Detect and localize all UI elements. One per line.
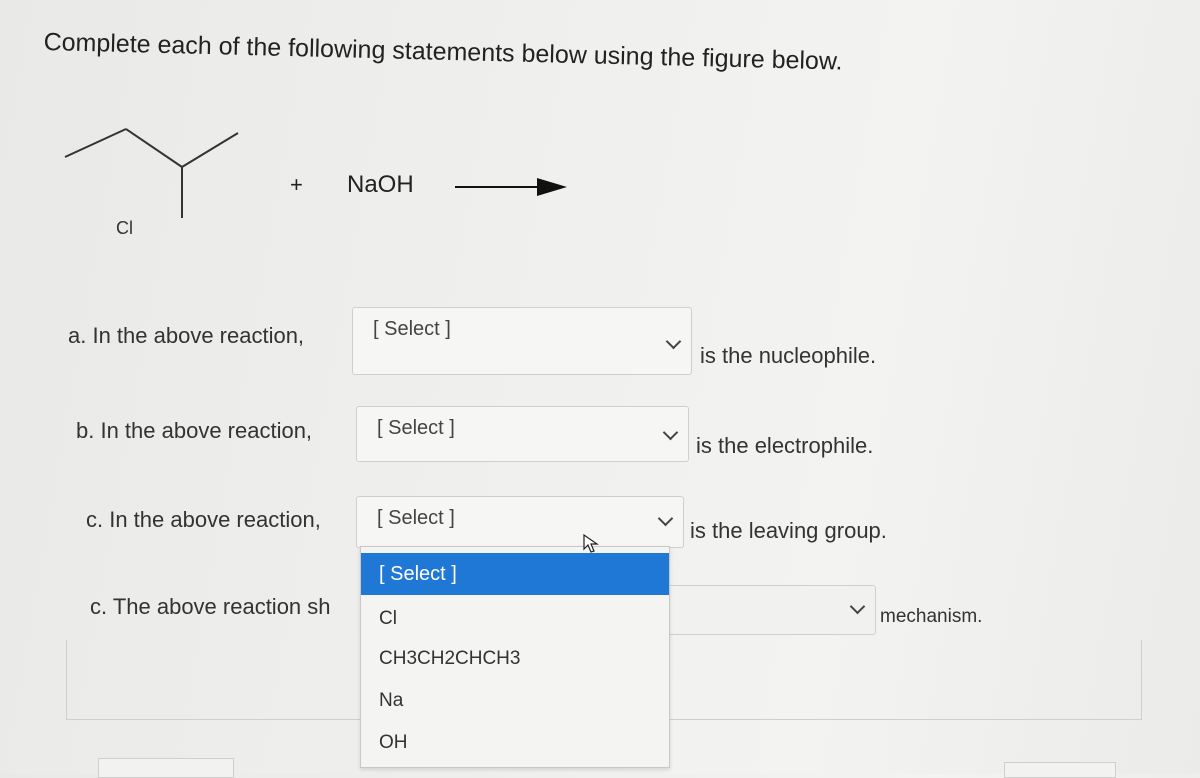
question-c-suffix: is the leaving group. (690, 518, 887, 543)
plus-sign: + (290, 172, 303, 197)
bond-line (182, 133, 238, 167)
bond-line (65, 129, 126, 157)
electrophile-select[interactable] (356, 406, 689, 462)
question-d-prefix: c. The above reaction sh (90, 594, 331, 619)
chevron-down-icon (663, 425, 679, 441)
question-a-suffix: is the nucleophile. (700, 343, 877, 368)
leaving-group-select[interactable] (356, 496, 684, 548)
reaction-arrow-head (537, 178, 567, 196)
dropdown-option-na[interactable]: Na (379, 690, 404, 711)
question-b-prefix: b. In the above reaction, (76, 418, 313, 443)
dropdown-option-select[interactable]: [ Select ] (361, 553, 669, 595)
dropdown-option-butyl[interactable]: CH3CH2CHCH3 (379, 648, 521, 669)
select-value: [ Select ] (377, 507, 455, 529)
question-b-suffix: is the electrophile. (696, 433, 874, 458)
bottom-button-left[interactable] (98, 758, 234, 778)
chlorine-label: Cl (116, 218, 133, 238)
bond-line (126, 129, 182, 167)
mouse-pointer-icon (582, 533, 606, 555)
select-value: [ Select ] (373, 318, 451, 340)
page-title: Complete each of the following statements below using the figure below. (43, 28, 843, 76)
question-d-suffix: mechanism. (880, 606, 983, 627)
molecule-skeleton (65, 129, 238, 218)
select-dropdown-list[interactable] (360, 546, 670, 768)
dropdown-option-cl[interactable]: Cl (379, 608, 397, 629)
chevron-down-icon (666, 334, 682, 350)
question-a-prefix: a. In the above reaction, (68, 323, 305, 348)
nucleophile-select[interactable] (352, 307, 692, 375)
question-c-prefix: c. In the above reaction, (86, 507, 321, 532)
reaction-figure (55, 115, 595, 255)
chevron-down-icon (658, 511, 674, 527)
select-value: [ Select ] (377, 417, 455, 439)
chevron-down-icon (850, 599, 866, 615)
bottom-button-right[interactable] (1004, 762, 1116, 778)
reagent-naoh: NaOH (347, 171, 414, 198)
dropdown-option-oh[interactable]: OH (379, 732, 408, 753)
